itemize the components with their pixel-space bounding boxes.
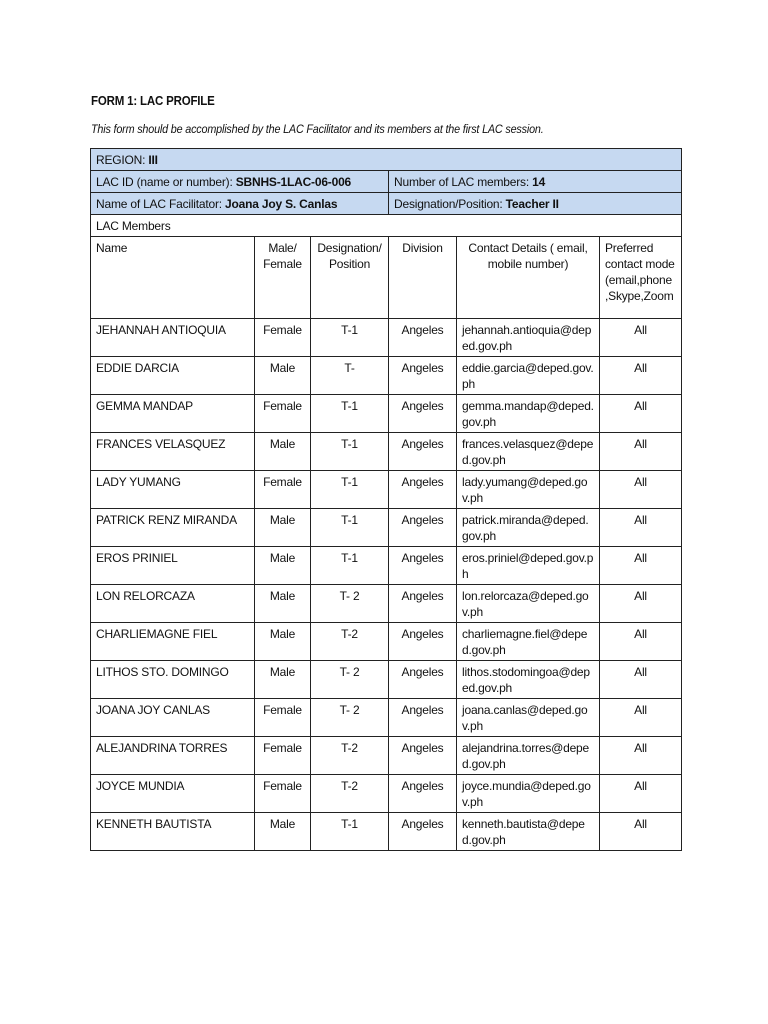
member-email: lithos.stodomingoa@deped.gov.ph (457, 661, 600, 699)
region-row (91, 149, 682, 171)
table-row (91, 471, 682, 509)
designation-value: Teacher II (505, 197, 559, 211)
column-header-row (91, 237, 682, 319)
member-name: CHARLIEMAGNE FIEL (91, 623, 255, 661)
member-name: KENNETH BAUTISTA (91, 813, 255, 851)
member-position: T-2 (311, 737, 389, 775)
table-row (91, 737, 682, 775)
form-title: FORM 1: LAC PROFILE (91, 94, 215, 108)
member-sex: Male (255, 433, 311, 471)
member-contact-mode: All (600, 813, 682, 851)
members-count-value: 14 (532, 175, 546, 189)
member-division: Angeles (389, 471, 457, 509)
table-row (91, 547, 682, 585)
member-name: JEHANNAH ANTIOQUIA (91, 319, 255, 357)
member-email: alejandrina.torres@deped.gov.ph (457, 737, 600, 775)
member-name: GEMMA MANDAP (91, 395, 255, 433)
member-division: Angeles (389, 547, 457, 585)
member-sex: Female (255, 699, 311, 737)
lac-id-value: SBNHS-1LAC-06-006 (235, 175, 352, 189)
member-position: T-1 (311, 433, 389, 471)
member-contact-mode: All (600, 661, 682, 699)
members-count-label: Number of LAC members: (394, 175, 533, 189)
member-sex: Male (255, 585, 311, 623)
column-header-position: Designation/ Position (311, 237, 389, 319)
designation-label: Designation/Position: (394, 197, 506, 211)
member-sex: Male (255, 623, 311, 661)
table-row (91, 509, 682, 547)
member-sex: Male (255, 813, 311, 851)
member-name: JOYCE MUNDIA (91, 775, 255, 813)
lac-id-label: LAC ID (name or number): (96, 175, 236, 189)
member-name: LADY YUMANG (91, 471, 255, 509)
member-sex: Female (255, 775, 311, 813)
member-division: Angeles (389, 585, 457, 623)
member-sex: Female (255, 471, 311, 509)
member-email: charliemagne.fiel@deped.gov.ph (457, 623, 600, 661)
member-sex: Female (255, 319, 311, 357)
member-sex: Female (255, 395, 311, 433)
member-division: Angeles (389, 319, 457, 357)
table-row (91, 433, 682, 471)
member-contact-mode: All (600, 623, 682, 661)
member-contact-mode: All (600, 585, 682, 623)
member-contact-mode: All (600, 509, 682, 547)
member-sex: Male (255, 661, 311, 699)
lac-profile-table (90, 148, 682, 851)
member-division: Angeles (389, 775, 457, 813)
member-division: Angeles (389, 509, 457, 547)
member-email: lon.relorcaza@deped.gov.ph (457, 585, 600, 623)
table-row (91, 699, 682, 737)
region-label: REGION: (96, 153, 149, 167)
designation-cell (389, 193, 682, 215)
member-email: joana.canlas@deped.gov.ph (457, 699, 600, 737)
member-position: T-1 (311, 471, 389, 509)
member-email: patrick.miranda@deped.gov.ph (457, 509, 600, 547)
member-sex: Male (255, 547, 311, 585)
member-position: T-1 (311, 813, 389, 851)
member-contact-mode: All (600, 357, 682, 395)
member-name: LON RELORCAZA (91, 585, 255, 623)
member-email: gemma.mandap@deped.gov.ph (457, 395, 600, 433)
member-division: Angeles (389, 433, 457, 471)
table-row (91, 585, 682, 623)
facilitator-value: Joana Joy S. Canlas (225, 197, 338, 211)
region-value: III (148, 153, 158, 167)
member-name: PATRICK RENZ MIRANDA (91, 509, 255, 547)
column-header-division: Division (389, 237, 457, 319)
member-email: lady.yumang@deped.gov.ph (457, 471, 600, 509)
member-name: EDDIE DARCIA (91, 357, 255, 395)
region-cell (91, 149, 682, 171)
member-contact-mode: All (600, 433, 682, 471)
member-email: frances.velasquez@deped.gov.ph (457, 433, 600, 471)
member-division: Angeles (389, 699, 457, 737)
member-email: eros.priniel@deped.gov.ph (457, 547, 600, 585)
member-division: Angeles (389, 623, 457, 661)
member-sex: Female (255, 737, 311, 775)
member-sex: Male (255, 357, 311, 395)
column-header-sex: Male/ Female (255, 237, 311, 319)
member-name: EROS PRINIEL (91, 547, 255, 585)
member-division: Angeles (389, 357, 457, 395)
member-name: ALEJANDRINA TORRES (91, 737, 255, 775)
member-contact-mode: All (600, 737, 682, 775)
member-position: T- (311, 357, 389, 395)
member-position: T-2 (311, 775, 389, 813)
member-contact-mode: All (600, 547, 682, 585)
member-name: LITHOS STO. DOMINGO (91, 661, 255, 699)
facilitator-row (91, 193, 682, 215)
column-header-mode: Preferred contact mode (email,phone ,Skype,Zoom (600, 237, 682, 319)
members-section-row (91, 215, 682, 237)
member-division: Angeles (389, 813, 457, 851)
facilitator-label: Name of LAC Facilitator: (96, 197, 226, 211)
member-name: FRANCES VELASQUEZ (91, 433, 255, 471)
member-position: T-2 (311, 623, 389, 661)
table-row (91, 661, 682, 699)
member-contact-mode: All (600, 775, 682, 813)
table-row (91, 357, 682, 395)
member-sex: Male (255, 509, 311, 547)
member-email: eddie.garcia@deped.gov.ph (457, 357, 600, 395)
member-position: T- 2 (311, 661, 389, 699)
member-position: T-1 (311, 547, 389, 585)
table-row (91, 813, 682, 851)
member-division: Angeles (389, 395, 457, 433)
member-position: T- 2 (311, 585, 389, 623)
member-name: JOANA JOY CANLAS (91, 699, 255, 737)
table-row (91, 623, 682, 661)
member-position: T-1 (311, 319, 389, 357)
table-row (91, 319, 682, 357)
member-position: T-1 (311, 509, 389, 547)
member-position: T-1 (311, 395, 389, 433)
members-count-cell (389, 171, 682, 193)
member-contact-mode: All (600, 699, 682, 737)
member-email: kenneth.bautista@deped.gov.ph (457, 813, 600, 851)
table-row (91, 395, 682, 433)
member-contact-mode: All (600, 319, 682, 357)
member-division: Angeles (389, 661, 457, 699)
member-position: T- 2 (311, 699, 389, 737)
member-division: Angeles (389, 737, 457, 775)
table-row (91, 775, 682, 813)
facilitator-cell (91, 193, 389, 215)
member-contact-mode: All (600, 471, 682, 509)
lac-id-row (91, 171, 682, 193)
column-header-name: Name (91, 237, 255, 319)
column-header-contact: Contact Details ( email, mobile number) (457, 237, 600, 319)
member-email: jehannah.antioquia@deped.gov.ph (457, 319, 600, 357)
member-email: joyce.mundia@deped.gov.ph (457, 775, 600, 813)
member-contact-mode: All (600, 395, 682, 433)
members-section-label: LAC Members (91, 215, 682, 237)
form-instruction: This form should be accomplished by the LAC Facilitator and its members at the first LAC session. (91, 122, 544, 136)
lac-id-cell (91, 171, 389, 193)
